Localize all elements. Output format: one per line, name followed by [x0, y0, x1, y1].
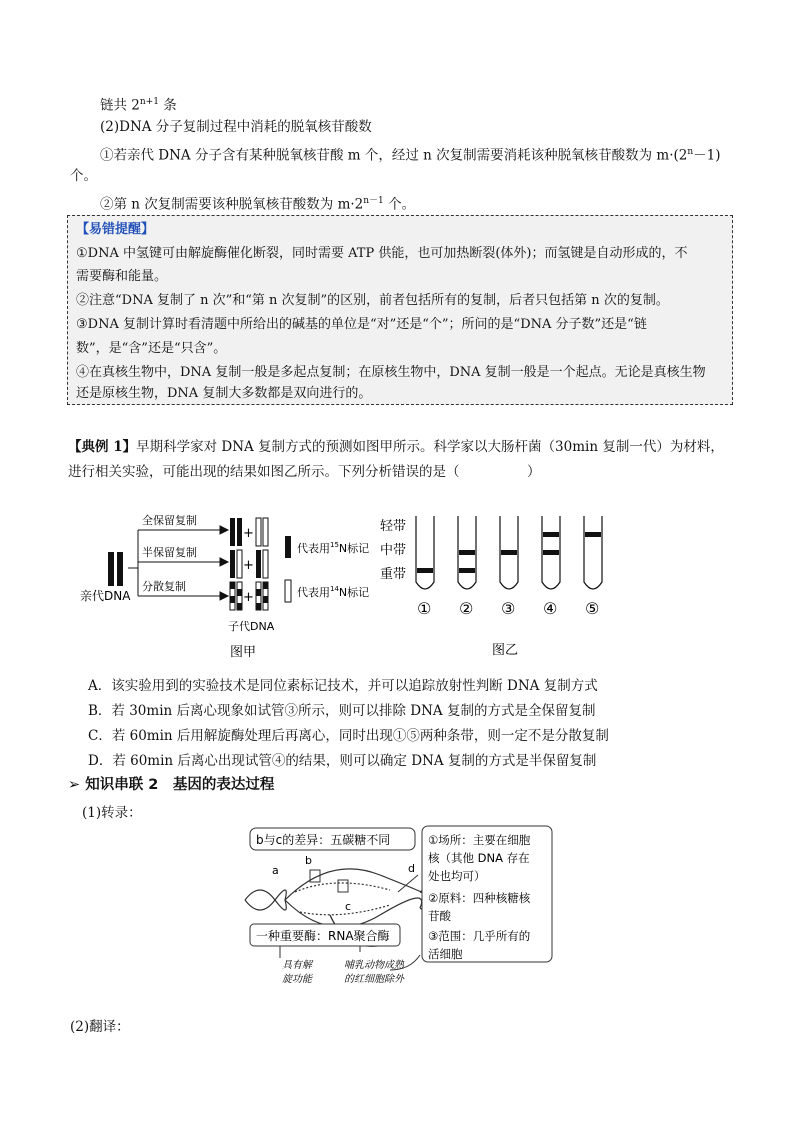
figure-yi-caption: 图乙 — [492, 643, 519, 658]
option-c: C．若 60min 后用解旋酶处理后再离心，同时出现①⑤两种条带，则一定不是分散复制 — [88, 728, 609, 744]
tip-line: ③DNA 复制计算时看清题中所给出的碱基的单位是“对”还是“个”；所问的是“DNA 分子数”还是“链 — [76, 317, 647, 332]
arrow-icon: ➢ — [68, 777, 81, 793]
transcription-heading: (1)转录： — [82, 805, 142, 821]
subheading-2: (2)DNA 分子复制过程中消耗的脱氧核苷酸数 — [100, 119, 372, 135]
label-a: a — [272, 864, 279, 877]
option-a: A．该实验用到的实验技术是同位素标记技术，并可以追踪放射性判断 DNA 复制方式 — [88, 678, 598, 694]
label-c: c — [345, 900, 352, 913]
mode-label: 半保留复制 — [142, 546, 197, 559]
option-d: D．若 60min 后离心出现试管④的结果，则可以确定 DNA 复制的方式是半保留复制 — [88, 753, 597, 769]
legend-14n-swatch — [285, 580, 291, 602]
svg-text:+: + — [243, 590, 254, 605]
tip-line: ①DNA 中氢键可由解旋酶催化断裂，同时需要 ATP 供能，也可加热断裂(体外)；而氢键是自动形成的，不 — [76, 246, 688, 261]
mode-label: 分散复制 — [142, 580, 186, 593]
child-dna-label: 子代DNA — [228, 620, 275, 633]
tip-line: ②注意“DNA 复制了 n 次”和“第 n 次复制”的区别，前者包括所有的复制，后者只包括第 n 次的复制。 — [76, 293, 669, 308]
child-row-conservative — [230, 518, 268, 546]
example-question: 【典例 1】早期科学家对 DNA 复制方式的预测如图甲所示。科学家以大肠杆菌（30min 复制一代）为材料， — [68, 439, 724, 455]
note-helicase: 旋功能 — [282, 974, 312, 985]
translation-heading: (2)翻译： — [70, 1019, 130, 1035]
item-1: ①若亲代 DNA 分子含有某种脱氧核苷酸 m 个，经过 n 次复制需要消耗该种脱氧核苷酸数为 $m\cdot(2^n-1)$ — [100, 147, 721, 164]
note-rbc: 哺乳动物成熟 — [344, 960, 404, 971]
tube-label: ② — [459, 599, 474, 618]
enzyme-label: 一种重要酶：RNA聚合酶 — [256, 929, 390, 943]
info-line: 苷酸 — [428, 909, 451, 923]
example-label: 【典例 1】 — [68, 439, 137, 455]
option-b: B．若 30min 后离心现象如试管③所示，则可以排除 DNA 复制的方式是全保留复制 — [88, 703, 596, 719]
tube-label: ⑤ — [585, 599, 600, 618]
note-rbc: 的红细胞除外 — [344, 974, 404, 985]
legend-15n-label: 代表用$^{15}$N标记 — [297, 541, 370, 555]
transcription-diagram — [240, 820, 560, 990]
legend-14n-label: 代表用$^{14}$N标记 — [297, 585, 370, 599]
parent-dna-label: 亲代DNA — [80, 589, 131, 603]
info-line: 处也均可） — [428, 869, 486, 883]
example-question-cont: 进行相关实验，可能出现的结果如图乙所示。下列分析错误的是（ ） — [68, 464, 541, 480]
tip-line: 需要酶和能量。 — [76, 269, 168, 284]
tube-label: ③ — [501, 599, 516, 618]
tip-line: 数”，是“含”还是“只含”。 — [76, 341, 227, 356]
tips-box — [67, 215, 733, 405]
parent-strand — [108, 552, 114, 586]
tube-label: ④ — [543, 599, 558, 618]
mode-label: 全保留复制 — [142, 514, 197, 527]
label-d: d — [408, 862, 415, 875]
item-2: ②第 n 次复制需要该种脱氧核苷酸数为 $m\cdot 2^{n-1}$ 个。 — [100, 196, 416, 213]
info-line: ③范围：几乎所有的 — [428, 929, 531, 943]
note-helicase: 具有解 — [282, 960, 312, 971]
tips-title: 【易错提醒】 — [76, 222, 155, 237]
label-b: b — [305, 854, 312, 867]
figure-yi — [380, 512, 620, 662]
chain-count-line: 链共 $2^{n+1}$ 条 — [100, 97, 177, 114]
band-label-middle: 中带 — [380, 543, 407, 558]
parent-strand — [117, 552, 123, 586]
figure-jia — [80, 510, 400, 660]
svg-text:+: + — [243, 526, 254, 541]
tip-line: 还是原核生物，DNA 复制大多数都是双向进行的。 — [76, 386, 372, 401]
tip-line: ④在真核生物中，DNA 复制一般是多起点复制；在原核生物中，DNA 复制一般是一个起点。无论是真核生物 — [76, 365, 706, 380]
child-row-semiconservative — [230, 550, 268, 578]
figure-jia-caption: 图甲 — [230, 645, 257, 660]
band-label-heavy: 重带 — [380, 567, 407, 582]
info-line: ①场所：主要在细胞 — [428, 833, 531, 847]
nucleotide-c-box — [338, 880, 348, 892]
info-line: 活细胞 — [428, 947, 463, 961]
legend-15n-swatch — [285, 536, 291, 558]
section-2-heading: ➢ 知识串联 2 基因的表达过程 — [68, 777, 275, 793]
child-row-dispersive — [230, 582, 268, 610]
info-line: 核（其他 DNA 存在 — [428, 851, 530, 865]
band-label-light: 轻带 — [380, 519, 407, 534]
svg-text:+: + — [243, 558, 254, 573]
item-1-cont: 个。 — [70, 168, 97, 184]
tube-bands — [417, 532, 601, 573]
diff-label: b与c的差异：五碳糖不同 — [256, 833, 391, 847]
tube-label: ① — [417, 599, 432, 618]
info-line: ②原料：四种核糖核 — [428, 891, 531, 905]
